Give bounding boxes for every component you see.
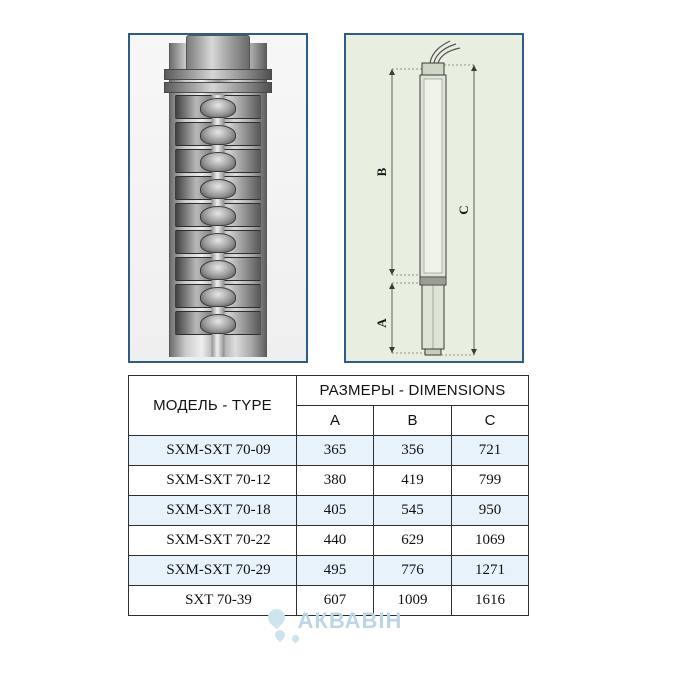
table-row — [129, 586, 529, 616]
cell-model: SXM-SXT 70-29 — [129, 556, 297, 586]
table-row — [129, 466, 529, 496]
cell-a: 380 — [297, 466, 374, 496]
cell-c: 950 — [452, 496, 529, 526]
pump-impeller — [200, 152, 236, 172]
dimensions-table-wrapper — [128, 375, 528, 616]
cell-model: SXM-SXT 70-22 — [129, 526, 297, 556]
cell-c: 1616 — [452, 586, 529, 616]
dimensions-table — [128, 375, 529, 616]
photo-background — [130, 35, 306, 361]
pump-impeller — [200, 314, 236, 334]
pump-impeller — [200, 179, 236, 199]
cell-b: 356 — [374, 436, 452, 466]
pump-impeller — [200, 287, 236, 307]
cell-a: 495 — [297, 556, 374, 586]
table-row — [129, 496, 529, 526]
cell-c: 1069 — [452, 526, 529, 556]
svg-text:C: C — [456, 205, 471, 215]
table-row — [129, 436, 529, 466]
header-model: МОДЕЛЬ - TYPE — [129, 376, 297, 436]
header-col-b: B — [374, 406, 452, 436]
pump-cutaway-photo — [128, 33, 308, 363]
pump-cap-illustration — [186, 35, 250, 71]
cell-model: SXM-SXT 70-09 — [129, 436, 297, 466]
cell-b: 629 — [374, 526, 452, 556]
table-row — [129, 526, 529, 556]
cell-b: 419 — [374, 466, 452, 496]
cell-c: 721 — [452, 436, 529, 466]
cell-a: 365 — [297, 436, 374, 466]
cell-c: 799 — [452, 466, 529, 496]
svg-text:A: A — [374, 318, 389, 328]
table-header-row-1 — [129, 376, 529, 406]
pump-impeller — [200, 98, 236, 118]
pump-impeller — [200, 206, 236, 226]
pump-impeller — [200, 125, 236, 145]
water-drop-icon — [290, 634, 300, 644]
header-dimensions: РАЗМЕРЫ - DIMENSIONS — [297, 376, 529, 406]
drawing-canvas — [346, 35, 522, 361]
watermark-text: АКВАВІН — [297, 608, 403, 633]
cell-model: SXT 70-39 — [129, 586, 297, 616]
cell-b: 776 — [374, 556, 452, 586]
cell-b: 1009 — [374, 586, 452, 616]
cell-model: SXM-SXT 70-12 — [129, 466, 297, 496]
cell-a: 607 — [297, 586, 374, 616]
pump-impeller — [200, 233, 236, 253]
image-panels — [128, 33, 528, 363]
svg-text:B: B — [374, 167, 389, 177]
pump-impeller — [200, 260, 236, 280]
pump-dimension-drawing — [344, 33, 524, 363]
cell-model: SXM-SXT 70-18 — [129, 496, 297, 526]
cell-b: 545 — [374, 496, 452, 526]
cell-a: 405 — [297, 496, 374, 526]
pump-flange-upper — [164, 69, 272, 80]
water-drop-icon — [272, 628, 286, 642]
cell-c: 1271 — [452, 556, 529, 586]
cell-a: 440 — [297, 526, 374, 556]
header-col-a: A — [297, 406, 374, 436]
pump-flange-lower — [164, 82, 272, 93]
table-row — [129, 556, 529, 586]
header-col-c: C — [452, 406, 529, 436]
